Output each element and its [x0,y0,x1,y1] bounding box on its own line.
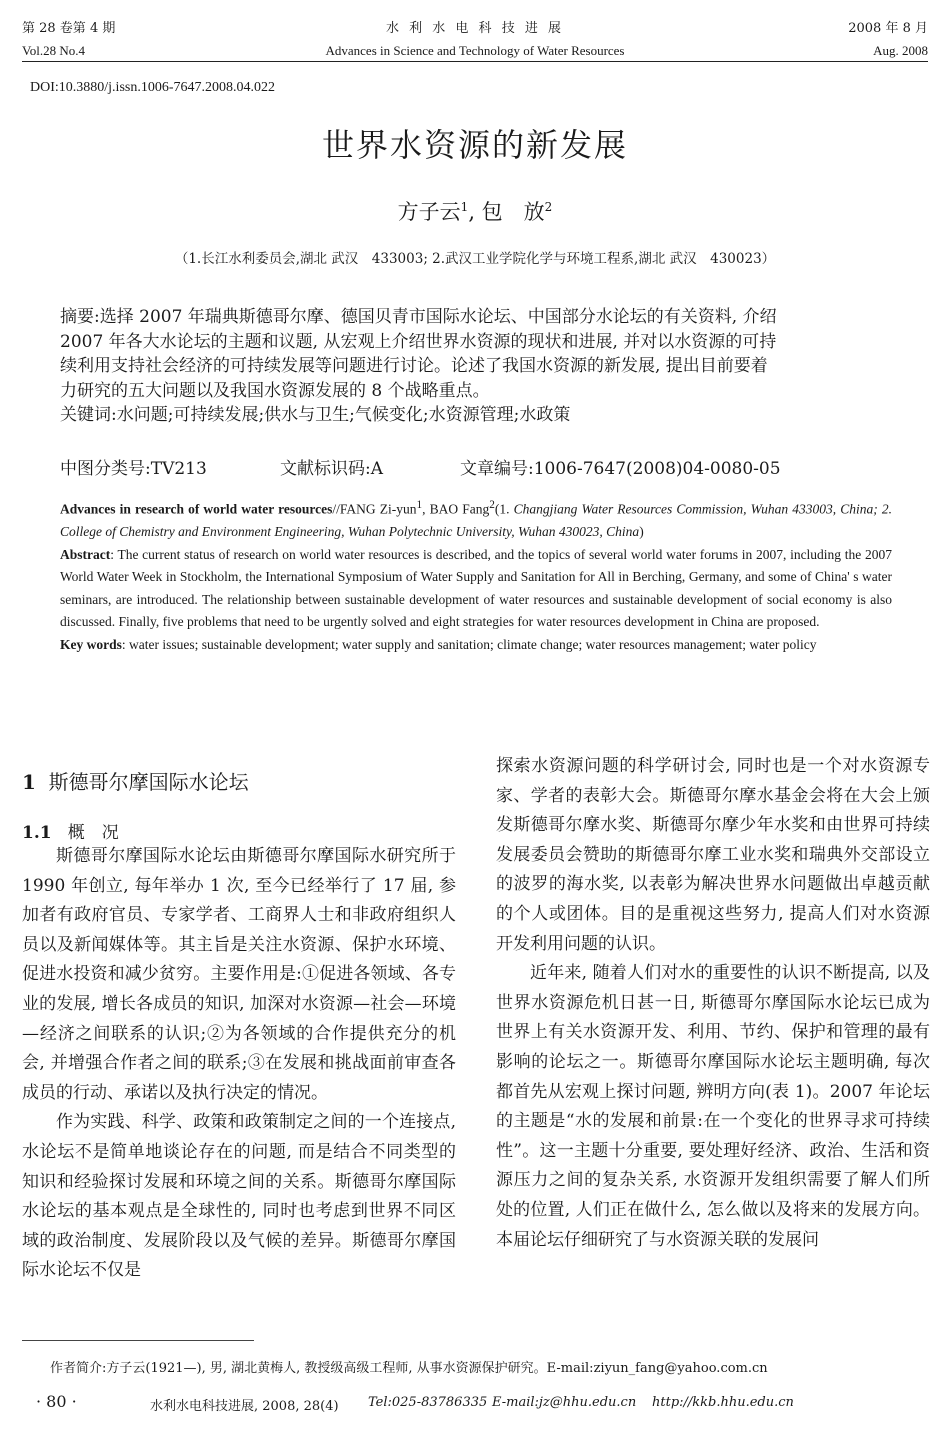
english-affiliation: Wuhan 433003, China; 2. College of Chemistry and Environment Engineering, Wuhan Polytechnic University, Wuhan 430023, [60,501,892,540]
paragraph: 近年来, 随着人们对水的重要性的认识不断提高, 以及世界水资源危机日甚一日, 斯德哥尔摩国际水论坛已成为世界上有关水资源开发、利用、节约、保护和管理的最有影响的论坛之一。斯德哥尔摩国际水论坛主题明确, 每次都首先从宏观上探讨问题, 辨明方向(表 1)。2007 年论坛的主题是“水的发展和前景:在一个变化的世界寻求可持续性”。这一主题十分重要, 要处理好经济、政治、生活和资源压力之间的复杂关系, 水资源开发组织需要了解人们所处的位置, 人们正在做什么, 怎么做以及将来的发展方向。本届论坛仔细研究了与水资源关联的发展问 [496,963,930,1250]
paper-title: 世界水资源的新发展 [321,126,628,164]
abstract-label: Abstract [60,546,111,562]
english-affiliation: China [606,524,640,540]
english-keywords [60,634,892,657]
english-author: //FANG Zi-yun [332,501,417,517]
english-abstract [60,544,892,634]
footer-tel: Tel:025-83786335 [368,1395,488,1410]
journal-name-en: Advances in Science and Technology of Water Resources [325,43,625,58]
author-2-sup: 2 [544,200,553,214]
english-sup-1: 1 [416,499,423,511]
footer-email: E-mail:jz@hhu.edu.cn [492,1395,637,1410]
document-code: 文献标识码:A [280,459,384,479]
footnote-rule [22,1340,254,1341]
classification-line [60,454,781,479]
subsection-heading [22,818,119,843]
section-heading [22,766,249,795]
author-2: 包 放 [481,200,545,224]
keywords-label: Key words [60,637,122,653]
section-number: 1 [22,770,36,794]
keywords-text: : water issues; sustainable development; water supply and sanitation; climate change; water resources management; water policy [121,637,817,653]
page-number: · 80 · [36,1392,77,1411]
volume-en: Vol.28 No.4 [22,43,85,58]
section-title: 斯德哥尔摩国际水论坛 [48,770,249,794]
author-1: 方子云 [397,200,461,224]
paragraph: 斯德哥尔摩国际水论坛由斯德哥尔摩国际水研究所于 1990 年创立, 每年举办 1 次, 至今已经举行了 17 届, 参加者有政府官员、专家学者、工商界人士和非政府组织人员以及新闻媒体等。其主旨是关注水资源、保护水环境、促进水投资和减少贫穷。主要作用是:①促进各领域、各专业的发展, 增长各成员的知识, 加深对水资源—社会—环境—经济之间联系的认识;②为各领域的合作提供充分的机会, 并增强合作者之间的联系;③在发展和挑战面前审查各成员的行动、承诺以及执行决定的情况。 [22,846,456,1103]
keywords-cn: 关键词:水问题;可持续发展;供水与卫生;气候变化;水资源管理;水政策 [60,405,571,425]
right-column [496,752,930,1255]
journal-name-cn: 水 利 水 电 科 技 进 展 [386,21,564,36]
english-affiliation: Changjiang Water Resources Commission, [513,501,747,517]
abstract-line: 2007 年各大水论坛的主题和议题, 从宏观上介绍世界水资源的现状和进展, 并对以水资源的可持 [60,331,777,352]
journal-reference: 水利水电科技进展, 2008, 28(4) [150,1399,339,1414]
footer-url: http://kkb.hhu.edu.cn [652,1395,794,1410]
abstract-line: 摘要:选择 2007 年瑞典斯德哥尔摩、德国贝青市国际水论坛、中国部分水论坛的有关资料, 介绍 [60,307,777,327]
paragraph: 作为实践、科学、政策和政策制定之间的一个连接点, 水论坛不是简单地谈论存在的问题, 而是结合不同类型的知识和经验探讨发展和环境之间的关系。斯德哥尔摩国际水论坛的基本观点是全球性的, 同时也考虑到世界不同区域的政治制度、发展阶段以及气候的差异。斯德哥尔摩国际水论坛不仅是 [22,1112,456,1281]
abstract-text: : The current status of research on world water resources is described, and the topics of several world water forums in 2007, including the 2007 World Water Week in Stockholm, the International Symposium of Water Supply and Sanitation for All in Berching, Germany, and some of China' s water seminars, are introduced. The relationship between sustainable development of water resources and sustainable development of social economy is also discussed. Finally, five problems that need to be urgently solved and eight strategies for water resources development in China are proposed. [60,546,892,630]
article-number: 文章编号:1006-7647(2008)04-0080-05 [460,459,781,479]
author-1-sup: 1 [460,200,469,214]
author-footnote: 作者简介:方子云(1921—), 男, 湖北黄梅人, 教授级高级工程师, 从事水资源保护研究。E-mail:ziyun_fang@yahoo.com.cn [50,1361,768,1376]
english-sup-2: 2 [489,499,495,511]
subsection-number: 1.1 [22,823,52,843]
affiliation: （1.长江水利委员会,湖北 武汉 433003; 2.武汉工业学院化学与环境工程系,湖北 武汉 430023） [174,251,776,267]
volume-cn: 第 28 卷第 4 期 [22,21,116,36]
header-rule [22,61,928,62]
date-cn: 2008 年 8 月 [848,21,928,36]
abstract-line: 续利用支持社会经济的可持续发展等问题进行讨论。论述了我国水资源的新发展, 提出目前要着 [60,356,768,376]
english-title-line [60,494,892,544]
english-block [60,494,892,657]
english-aff-open: (1. [494,501,514,517]
abstract-line: 力研究的五大问题以及我国水资源发展的 8 个战略重点。 [60,380,490,401]
paragraph: 探索水资源问题的科学研讨会, 同时也是一个对水资源专家、学者的表彰大会。斯德哥尔摩水基金会将在大会上颁发斯德哥尔摩水奖、斯德哥尔摩少年水奖和由世界可持续发展委员会赞助的斯德哥尔摩工业水奖和瑞典外交部设立的波罗的海水奖, 以表彰为解决世界水问题做出卓越贡献的个人或团体。目的是重视这些努力, 提高人们对水资源开发利用问题的认识。 [496,756,930,954]
date-en: Aug. 2008 [873,43,928,58]
doi: DOI:10.3880/j.issn.1006-7647.2008.04.022 [30,80,275,95]
subsection-title: 概 况 [67,823,119,843]
english-author-2: , BAO Fang [422,501,490,517]
abstract-cn [60,305,890,428]
clc-number: 中图分类号:TV213 [60,459,207,479]
authors [0,196,950,226]
left-column [22,842,456,1286]
english-title: Advances in research of world water resources [60,501,333,517]
author-sep: , [468,200,482,224]
english-aff-close: ) [639,524,644,540]
